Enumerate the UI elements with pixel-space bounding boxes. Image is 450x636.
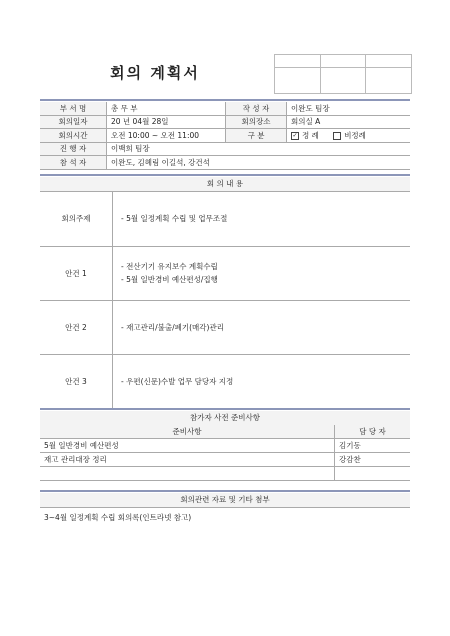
prep-empty-cell [40, 467, 335, 481]
date-label: 회의일자 [40, 115, 107, 129]
place-value: 회의실 A [287, 115, 411, 129]
attach-text: 3~4월 일정계획 수립 회의록(인트라넷 참고) [44, 513, 192, 522]
prep-owner: 김기동 [335, 439, 411, 453]
prep-owner: 강감찬 [335, 453, 411, 467]
agenda-item: - 전산기기 유지보수 계획수립 [121, 262, 218, 271]
page-title: 회의 계획서 [110, 64, 200, 82]
prep-empty-cell [335, 467, 411, 481]
host-label: 진 행 자 [40, 142, 107, 156]
agenda-label-3: 안건 3 [40, 354, 113, 408]
agenda-label-1: 안건 1 [40, 246, 113, 300]
prep-table [40, 425, 410, 481]
checked-checkbox-icon: ✓ [292, 131, 298, 139]
attach-rule [40, 490, 410, 492]
attach-header: 회의관련 자료 및 기타 첨부 [40, 493, 410, 508]
prep-rule [40, 408, 410, 410]
prep-header: 참가자 사전 준비사항 [40, 411, 410, 426]
agenda-rule [40, 174, 410, 176]
type-value [287, 129, 411, 143]
agenda-content-2 [113, 300, 411, 354]
attendees-label: 참 석 자 [40, 156, 107, 170]
info-table [40, 102, 410, 170]
dept-label: 부 서 명 [40, 102, 107, 115]
prep-col-task: 준비사항 [40, 425, 335, 439]
table-row [40, 467, 410, 481]
agenda-label-2: 안건 2 [40, 300, 113, 354]
time-label: 회의시간 [40, 129, 107, 143]
prep-task: 재고 관리대장 정리 [40, 453, 335, 467]
prep-col-owner: 담 당 자 [335, 425, 411, 439]
agenda-item: - 재고관리/불출/폐기(매각)관리 [121, 322, 224, 332]
agenda-item: - 5월 일정계획 수립 및 업무조절 [121, 214, 228, 224]
agenda-content-1 [113, 246, 411, 300]
agenda-content-0 [113, 192, 411, 246]
table-row [40, 439, 410, 453]
writer-value: 이완도 팀장 [287, 102, 411, 115]
agenda-item: - 우편(신문)수발 업무 담당자 지정 [121, 376, 234, 386]
attendees-value: 이완도, 김혜림 이길석, 강건석 [107, 156, 411, 170]
agenda-item: - 5월 일반경비 예산편성/집행 [121, 275, 218, 284]
type-irregular: 비정례 [344, 130, 366, 140]
time-value: 오전 10:00 ~ 오전 11:00 [107, 129, 226, 143]
top-rule [40, 99, 410, 101]
place-label: 회의장소 [226, 115, 287, 129]
agenda-content-3 [113, 354, 411, 408]
unchecked-checkbox-icon [333, 132, 341, 140]
date-value: 20 년 04월 28일 [107, 115, 226, 129]
agenda-header: 회 의 내 용 [40, 177, 410, 192]
prep-task: 5월 일반경비 예산편성 [40, 439, 335, 453]
type-regular: 정 례 [302, 130, 319, 140]
type-label: 구 분 [226, 129, 287, 143]
dept-value: 총 무 부 [107, 102, 226, 115]
approval-box [274, 54, 412, 94]
agenda-label-0: 회의주제 [40, 192, 113, 246]
table-row [40, 453, 410, 467]
agenda-table [40, 192, 410, 409]
host-value: 이백희 팀장 [107, 142, 411, 156]
writer-label: 작 성 자 [226, 102, 287, 115]
